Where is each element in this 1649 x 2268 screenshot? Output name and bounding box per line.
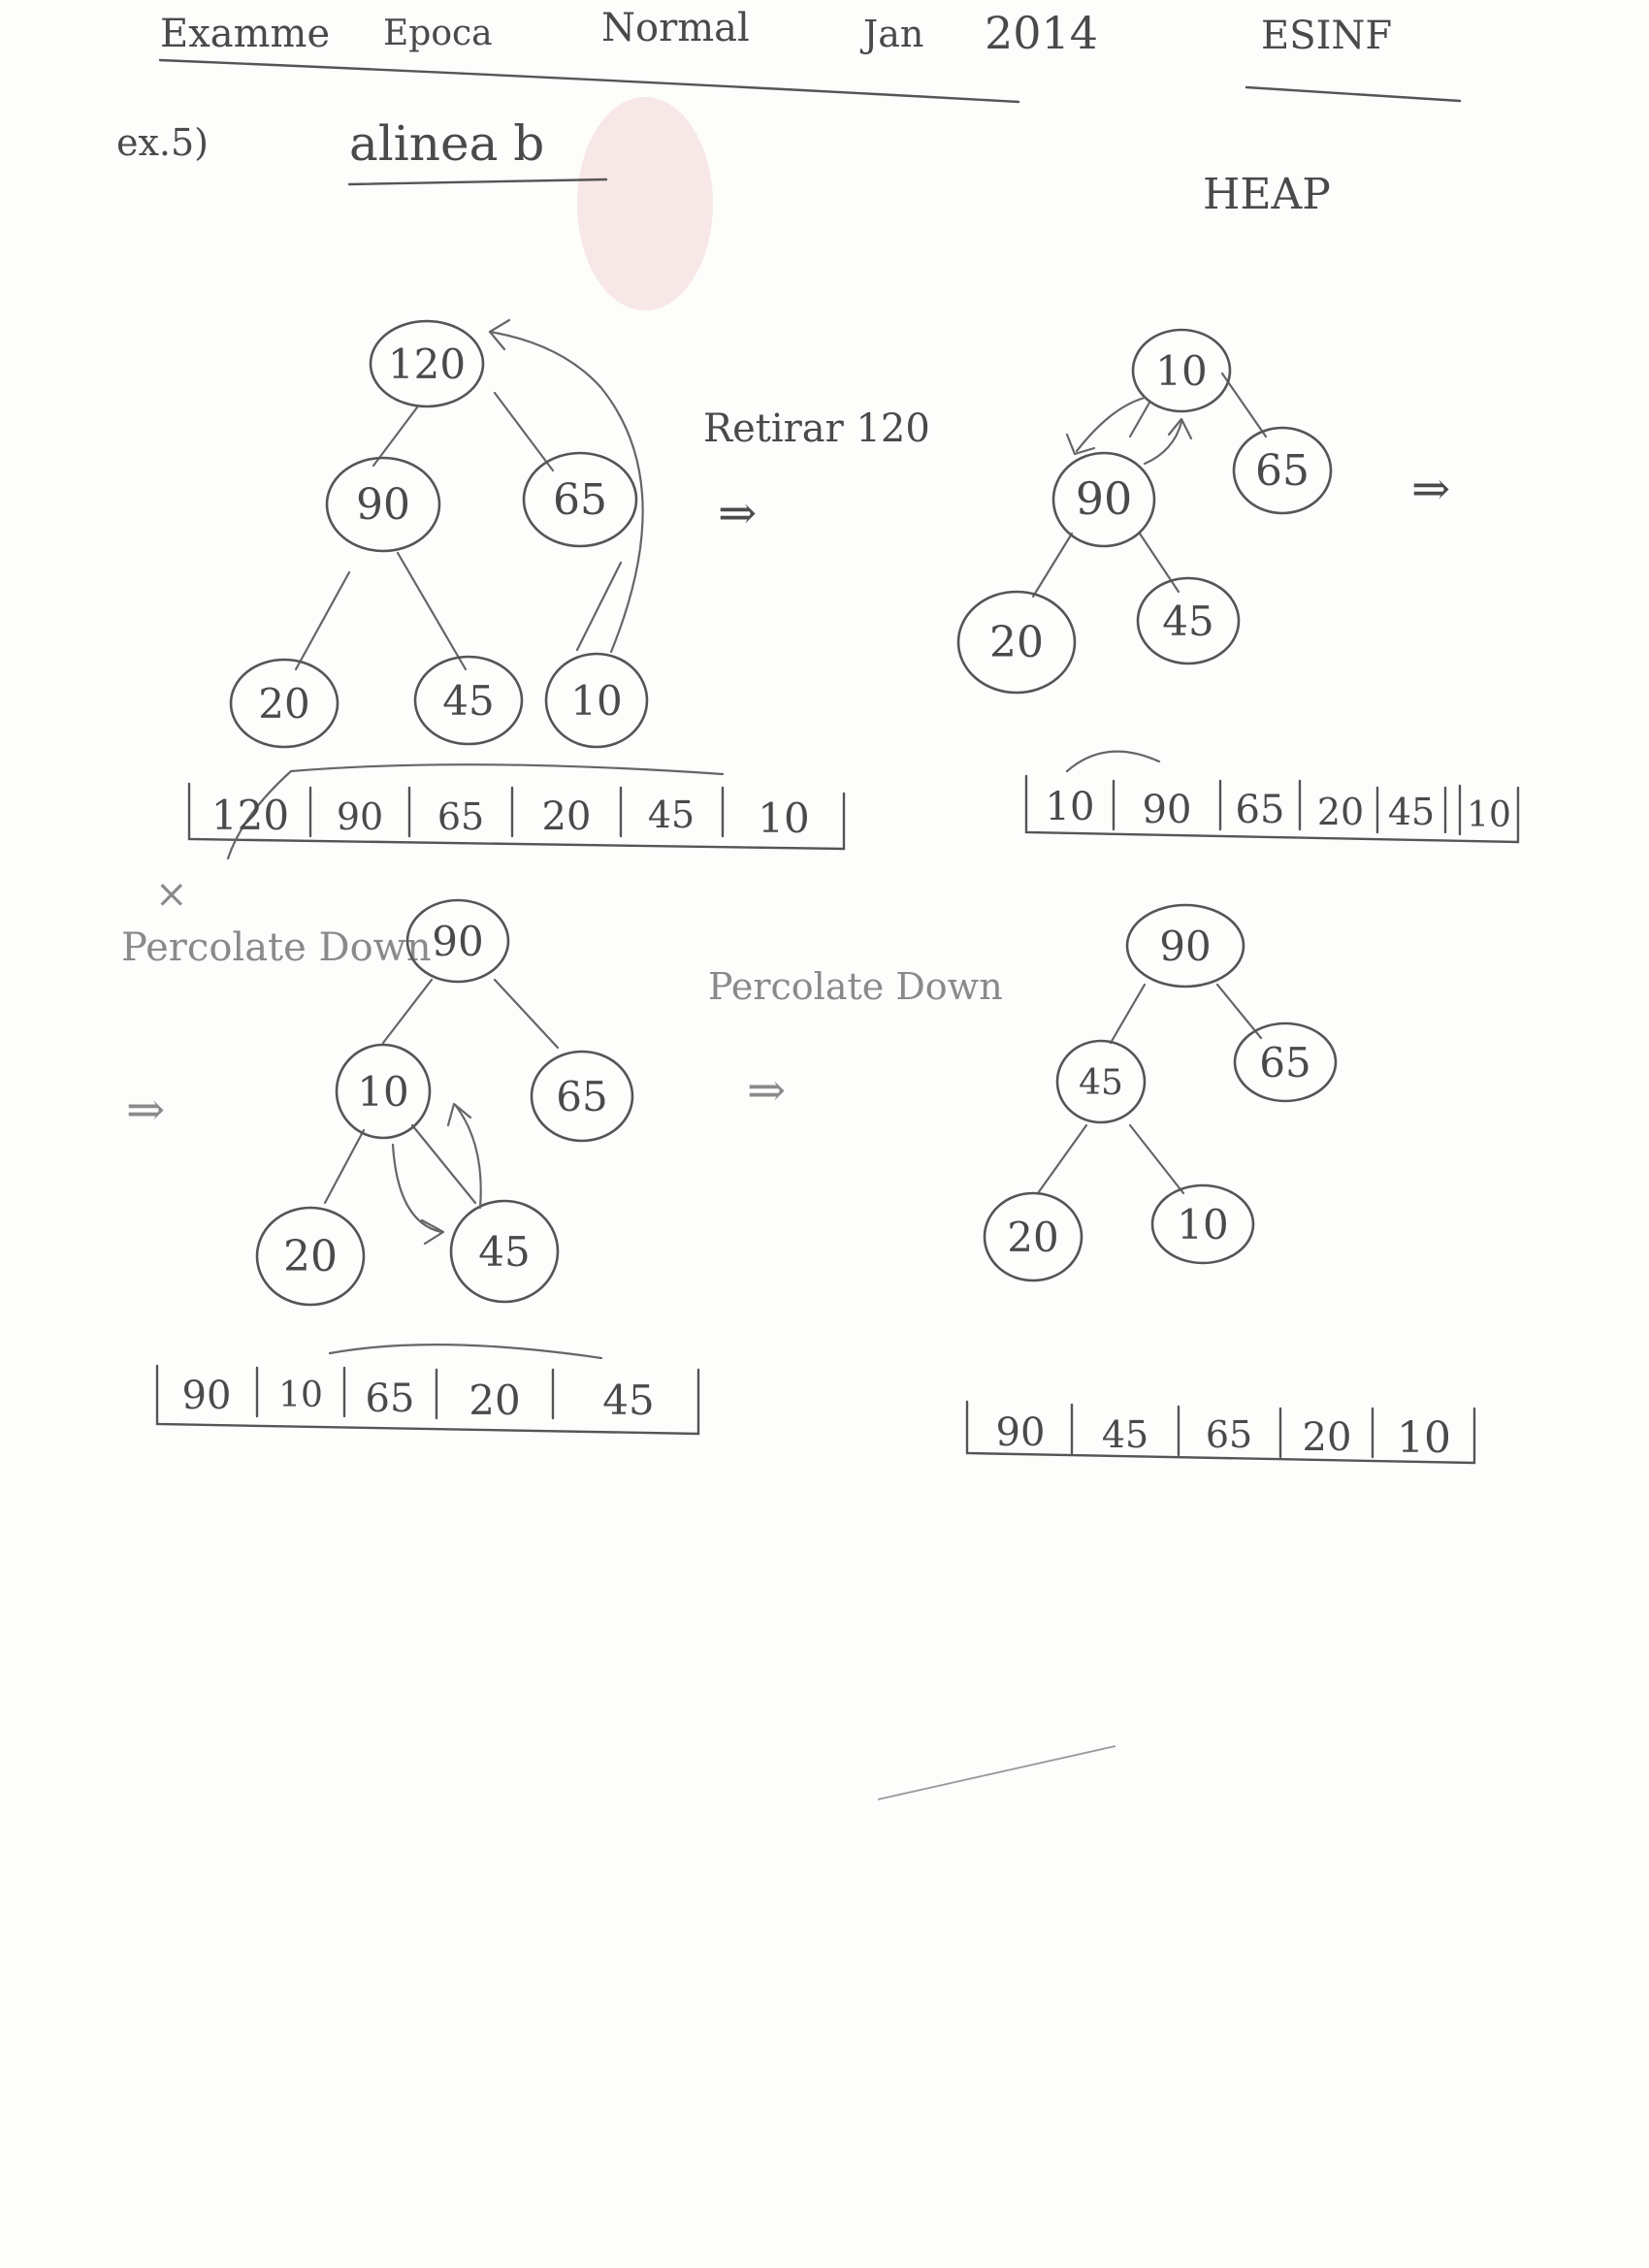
t4-right-value: 65 bbox=[1259, 1039, 1311, 1086]
a1-cell-2: 65 bbox=[436, 795, 485, 838]
t1-lr-value: 45 bbox=[442, 677, 495, 725]
stray-stroke bbox=[878, 1746, 1116, 1799]
t1-left-value: 90 bbox=[356, 480, 410, 530]
t2-down-arrowhead bbox=[1067, 435, 1094, 454]
header-normal: Normal bbox=[601, 6, 750, 50]
array-2-swap-arrow bbox=[1067, 752, 1159, 771]
header-course: ESINF bbox=[1261, 14, 1393, 58]
a4-cell-0: 90 bbox=[995, 1410, 1046, 1455]
a2-cell-0: 10 bbox=[1045, 785, 1095, 829]
a2-cell-5: 10 bbox=[1467, 795, 1511, 835]
t3-up-arrow bbox=[456, 1106, 481, 1208]
step1-caption: Retirar 120 bbox=[703, 406, 930, 451]
t2-down-arrow bbox=[1077, 398, 1145, 451]
t4-lr-value: 10 bbox=[1177, 1201, 1229, 1248]
a1-cell-1: 90 bbox=[336, 795, 384, 838]
tree-2 bbox=[958, 330, 1331, 693]
array-2 bbox=[1026, 752, 1518, 842]
array-3 bbox=[157, 1345, 698, 1434]
course-underline bbox=[1246, 87, 1460, 101]
t3-left-value: 10 bbox=[357, 1068, 409, 1116]
a4-cell-2: 65 bbox=[1205, 1413, 1253, 1456]
t2-up-arrow bbox=[1145, 422, 1181, 464]
a3-cell-4: 45 bbox=[602, 1377, 655, 1424]
array-3-swap-arrow bbox=[330, 1345, 601, 1358]
t2-ll-value: 20 bbox=[989, 618, 1044, 667]
step3-caption: Percolate Down bbox=[708, 965, 1003, 1008]
a3-cell-0: 90 bbox=[181, 1374, 232, 1418]
step3-implies-left: ⇒ bbox=[126, 1083, 166, 1137]
t3-down-arrow bbox=[393, 1145, 441, 1232]
a2-cell-4: 45 bbox=[1387, 791, 1436, 833]
step2-implies: ⇒ bbox=[1411, 462, 1451, 516]
alinea-underline bbox=[349, 179, 606, 184]
t1-right-value: 65 bbox=[553, 475, 607, 525]
header-month: Jan bbox=[863, 13, 924, 55]
t3-lr-value: 45 bbox=[478, 1228, 531, 1276]
a4-cell-3: 20 bbox=[1302, 1415, 1352, 1460]
array-4 bbox=[967, 1402, 1474, 1463]
heap-title: HEAP bbox=[1203, 170, 1331, 219]
step2-caption: Percolate Down bbox=[121, 925, 432, 970]
a1-cell-5: 10 bbox=[758, 794, 810, 842]
header-year: 2014 bbox=[985, 7, 1099, 59]
a3-cell-1: 10 bbox=[278, 1376, 323, 1415]
a2-cell-1: 90 bbox=[1142, 788, 1192, 832]
t2-root-value: 10 bbox=[1155, 347, 1208, 395]
t4-root-value: 90 bbox=[1159, 923, 1212, 970]
t1-rl-value: 10 bbox=[570, 677, 623, 725]
t1-root-value: 120 bbox=[387, 340, 467, 388]
t3-ll-value: 20 bbox=[283, 1232, 338, 1281]
t2-right-value: 65 bbox=[1255, 446, 1310, 496]
a3-cell-3: 20 bbox=[469, 1377, 521, 1424]
step2-cross: × bbox=[155, 872, 188, 917]
t2-left-value: 90 bbox=[1075, 472, 1133, 525]
step3-implies: ⇒ bbox=[747, 1063, 787, 1118]
a1-cell-4: 45 bbox=[647, 794, 695, 836]
array-1 bbox=[189, 764, 844, 859]
a3-cell-2: 65 bbox=[365, 1377, 415, 1421]
header-underline bbox=[160, 60, 1018, 102]
t1-ll-value: 20 bbox=[258, 680, 310, 728]
header-exam: Examme bbox=[160, 12, 331, 56]
a2-cell-3: 20 bbox=[1316, 791, 1365, 833]
a2-cell-2: 65 bbox=[1235, 788, 1285, 832]
tree-4 bbox=[985, 905, 1336, 1280]
step1-implies: ⇒ bbox=[718, 486, 758, 540]
t4-ll-value: 20 bbox=[1007, 1214, 1059, 1261]
header bbox=[160, 6, 1460, 102]
t3-root-value: 90 bbox=[432, 918, 484, 965]
t3-right-value: 65 bbox=[556, 1073, 608, 1120]
t2-lr-value: 45 bbox=[1162, 598, 1214, 645]
red-stain bbox=[577, 97, 713, 310]
a4-cell-4: 10 bbox=[1397, 1413, 1451, 1463]
exercise-label: ex.5) bbox=[116, 121, 209, 164]
a1-cell-3: 20 bbox=[541, 794, 592, 839]
a1-cell-0: 120 bbox=[210, 792, 290, 839]
tree-1 bbox=[231, 320, 647, 747]
a4-cell-1: 45 bbox=[1101, 1413, 1149, 1456]
t4-left-value: 45 bbox=[1079, 1063, 1123, 1103]
header-epoca: Epoca bbox=[383, 14, 493, 53]
alinea-label: alinea b bbox=[349, 115, 545, 172]
